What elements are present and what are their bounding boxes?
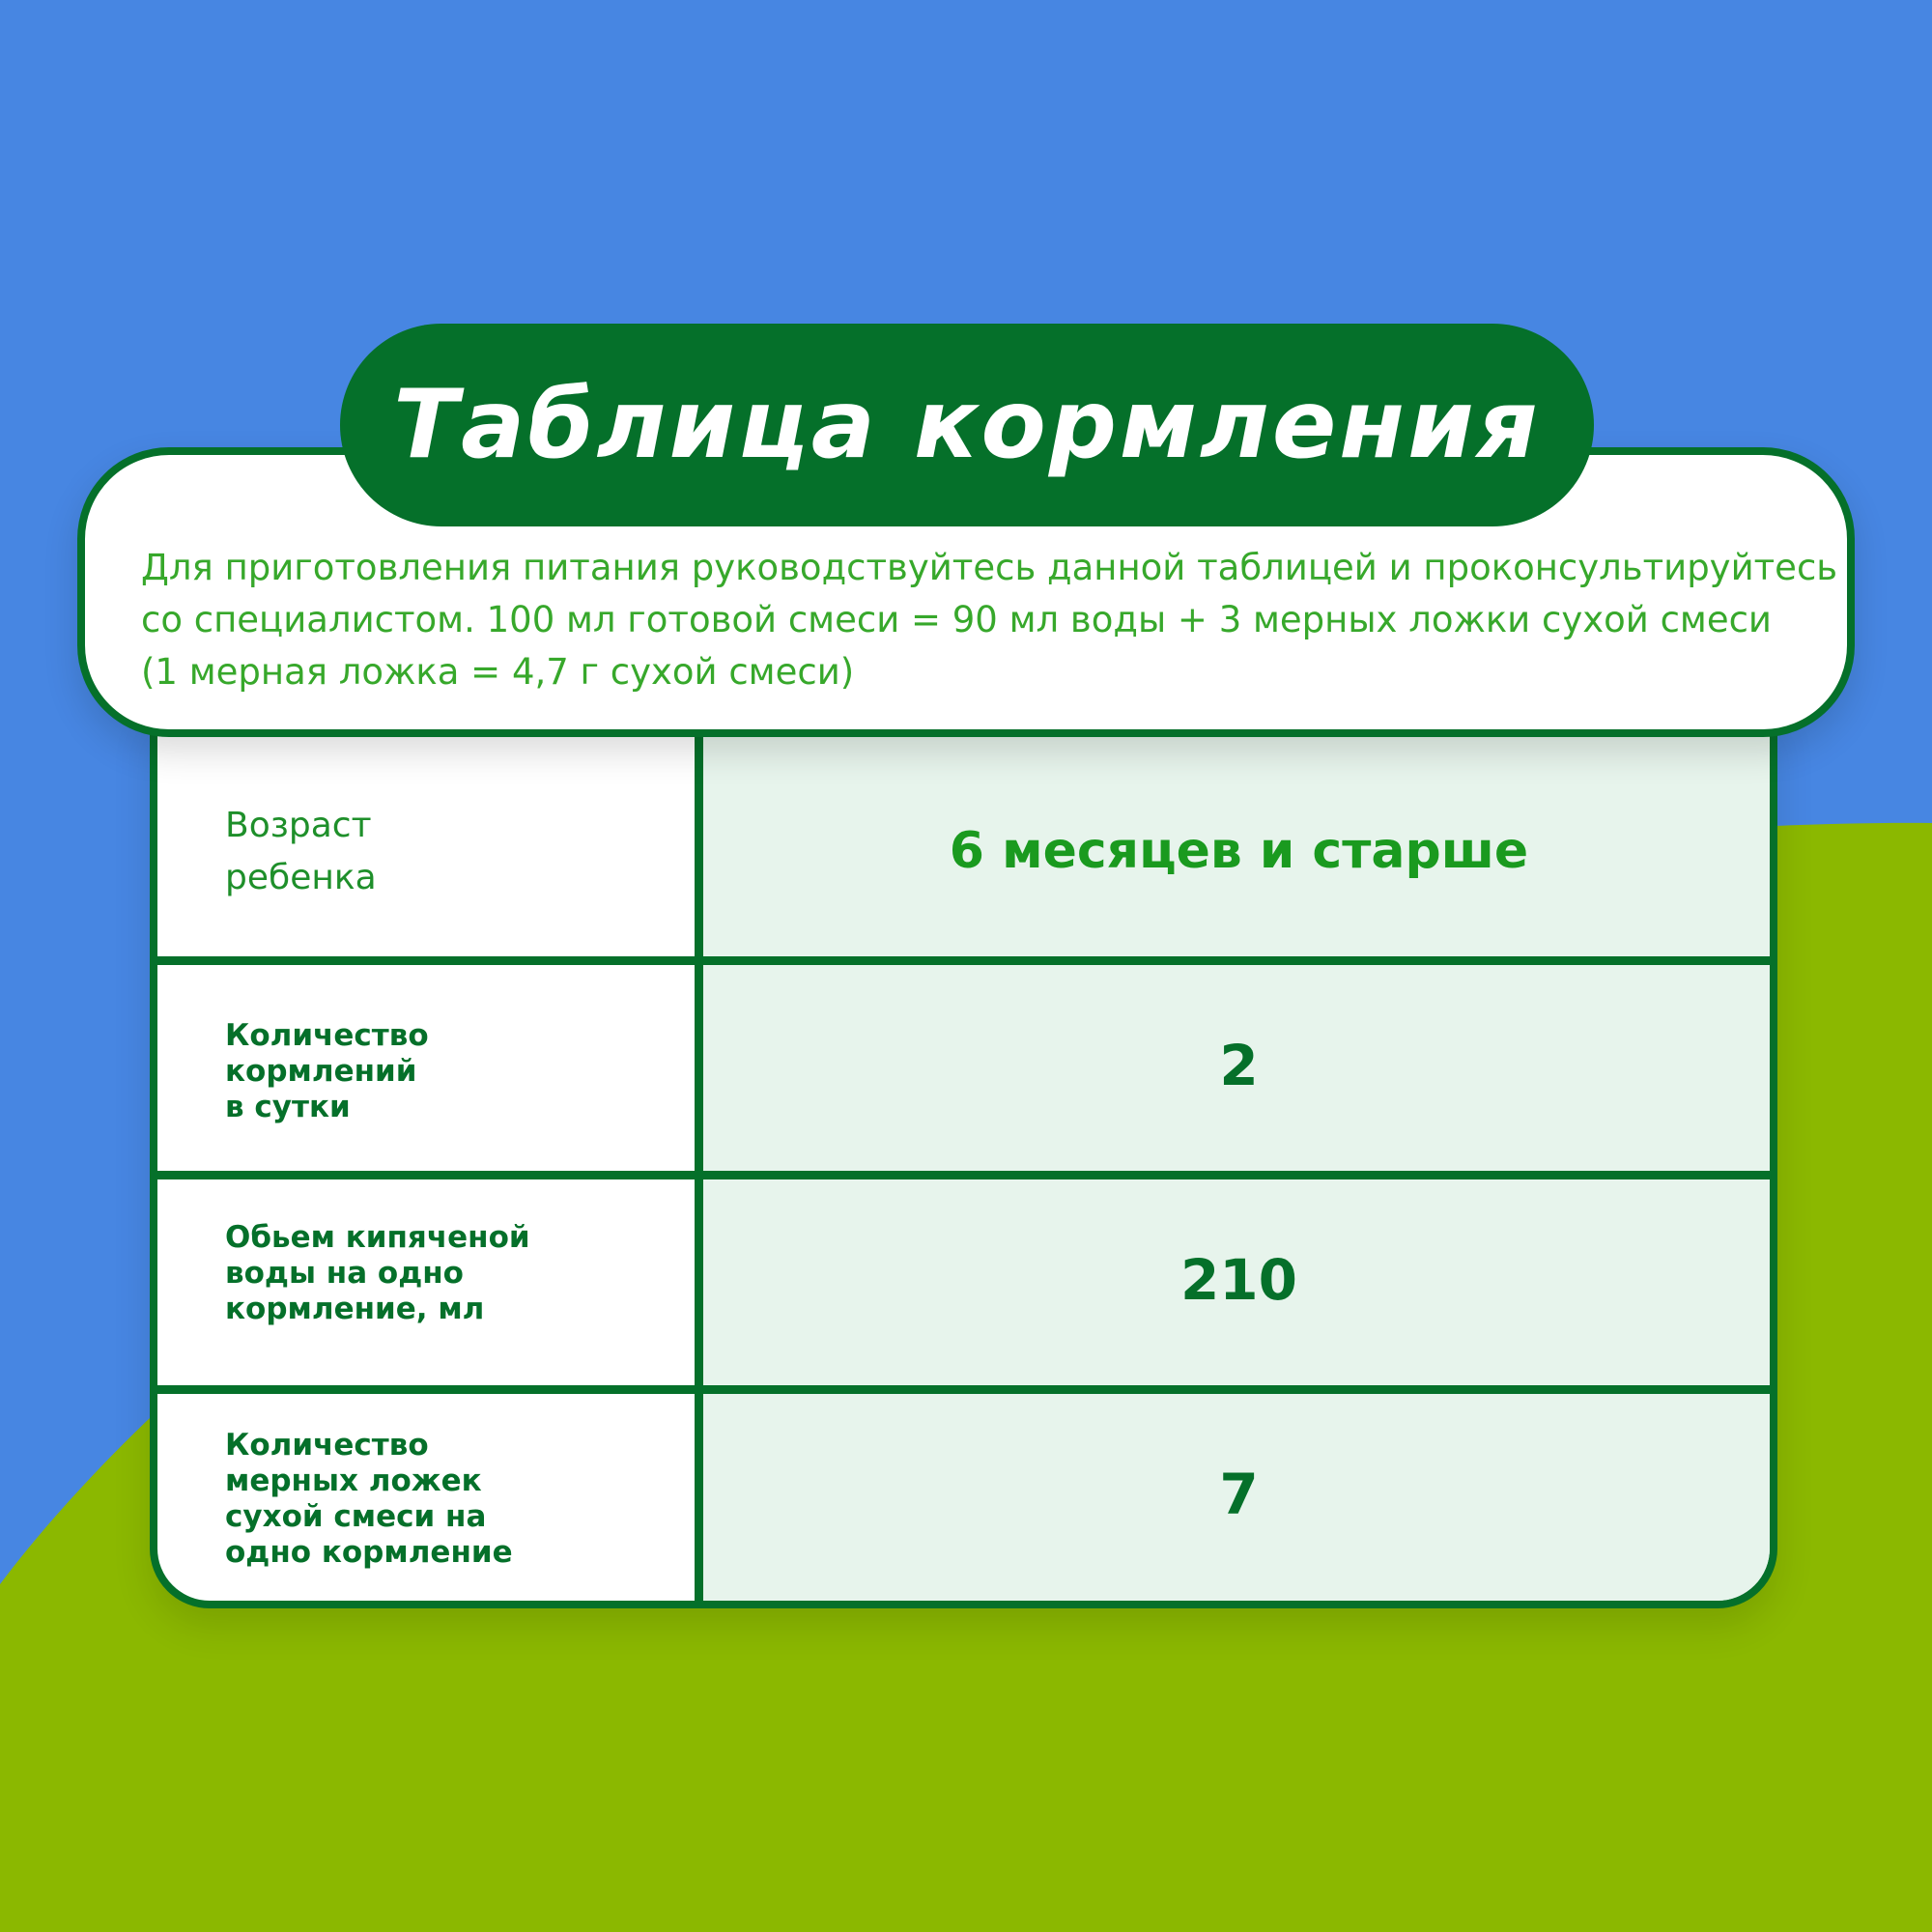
- description-line: Для приготовления питания руководствуйтесь данной таблицей и проконсультируйтесь: [141, 547, 1838, 588]
- row-divider: [157, 1171, 1770, 1179]
- feeding-table: [150, 715, 1777, 1608]
- water-volume-label: [225, 1220, 679, 1327]
- description-text: [141, 542, 1838, 698]
- scoops-label-line: сухой смеси на: [225, 1499, 487, 1534]
- feedings-per-day-value: 2: [1219, 1033, 1259, 1098]
- feedings-per-day-label: [225, 1018, 679, 1125]
- description-line: (1 мерная ложка = 4,7 г сухой смеси): [141, 651, 855, 693]
- scoops-label-line: мерных ложек: [225, 1463, 482, 1498]
- water-volume-value: 210: [1179, 1247, 1298, 1313]
- row-divider: [157, 956, 1770, 965]
- scoops-label-line: одно кормление: [225, 1535, 513, 1570]
- water-label-line: воды на одно: [225, 1256, 464, 1291]
- feedings-label-line: Количество: [225, 1018, 429, 1053]
- water-label-line: Обьем кипяченой: [225, 1220, 530, 1255]
- row-divider: [157, 1385, 1770, 1394]
- title-pill: [340, 324, 1594, 526]
- water-label-line: кормление, мл: [225, 1292, 485, 1326]
- scoops-label: [225, 1428, 679, 1571]
- age-value: 6 месяцев и старше: [949, 822, 1529, 880]
- description-line: со специалистом. 100 мл готовой смеси = 90 мл воды + 3 мерных ложки сухой смеси: [141, 599, 1772, 640]
- scoops-label-line: Количество: [225, 1428, 429, 1463]
- age-label-line: Возраст: [225, 806, 372, 845]
- feedings-label-line: кормлений: [225, 1054, 417, 1089]
- feedings-label-line: в сутки: [225, 1090, 351, 1124]
- page-title: Таблица кормления: [393, 370, 1541, 480]
- scoops-value: 7: [1219, 1462, 1259, 1527]
- age-label-line: ребенка: [225, 858, 377, 897]
- age-label: [225, 800, 679, 904]
